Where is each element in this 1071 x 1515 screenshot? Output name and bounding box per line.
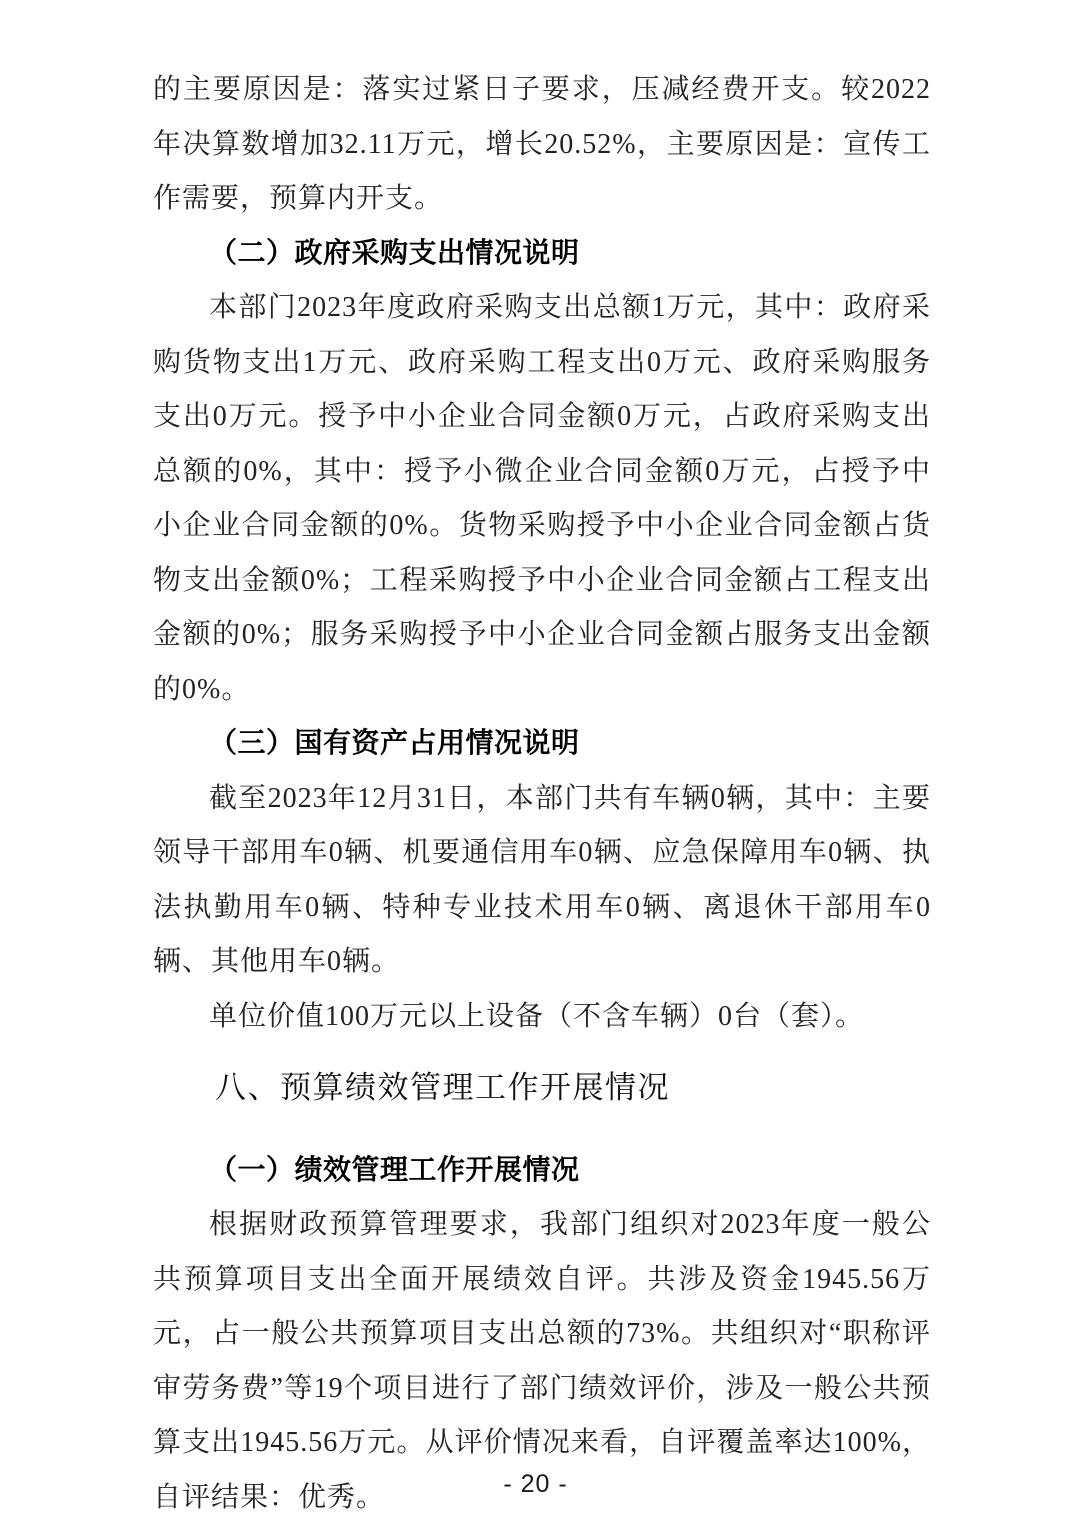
paragraph-vehicle-details: 截至2023年12月31日，本部门共有车辆0辆，其中：主要领导干部用车0辆、机要通信用车0辆、应急保障用车0辆、执法执勤用车0辆、特种专业技术用车0辆、离退休干部用车0辆、其他用车0辆。 [153, 782, 931, 977]
page-number: - 20 - [503, 1470, 568, 1498]
paragraph-expenditure-reason: 的主要原因是：落实过紧日子要求，压减经费开支。较2022年决算数增加32.11万元，增长20.52%，主要原因是：宣传工作需要，预算内开支。 [153, 74, 931, 214]
heading-performance-management: （一）绩效管理工作开展情况 [209, 1154, 580, 1186]
heading-state-assets: （三）国有资产占用情况说明 [209, 728, 580, 759]
paragraph-procurement-details: 本部门2023年度政府采购支出总额1万元，其中：政府采购货物支出1万元、政府采购工程支出0万元、政府采购服务支出0万元。授予中小企业合同金额0万元，占政府采购支出总额的0%，其中：授予小微企业合同金额0万元，占授予中小企业合同金额的0%。货物采购授予中小企业合同金额占货物支出金额0%；工程采购授予中小企业合同金额占工程支出金额的0%；服务采购授予中小企业合同金额占服务支出金额的0%。 [153, 292, 931, 705]
paragraph-performance-evaluation: 根据财政预算管理要求，我部门组织对2023年度一般公共预算项目支出全面开展绩效自评。共涉及资金1945.56万元，占一般公共预算项目支出总额的73%。共组织对“职称评审劳务费”等19个项目进行了部门绩效评价，涉及一般公共预算支出1945.56万元。从评价情况来看，自评覆盖率达100%，自评结果：优秀。 [153, 1209, 931, 1513]
heading-government-procurement: （二）政府采购支出情况说明 [209, 237, 580, 269]
heading-section-8-budget-performance: 八、预算绩效管理工作开展情况 [215, 1070, 670, 1105]
paragraph-equipment-details: 单位价值100万元以上设备（不含车辆）0台（套）。 [209, 1000, 865, 1032]
